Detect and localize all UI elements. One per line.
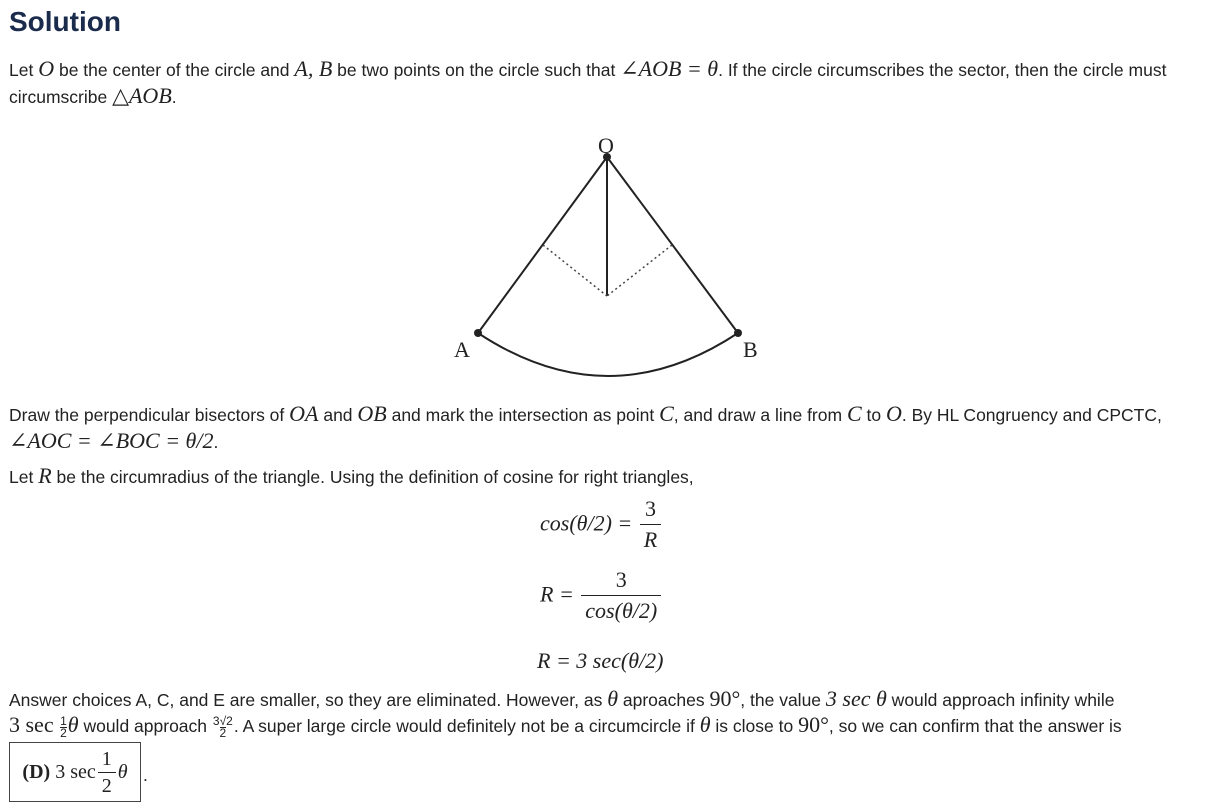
arc-ab bbox=[478, 333, 738, 376]
solution-heading: Solution bbox=[9, 6, 121, 37]
circumradius-sentence: Let R be the circumradius of the triangle. Using the definition of cosine for right triangles, bbox=[9, 463, 694, 488]
equation-secant: R = 3 sec(θ/2) bbox=[537, 648, 664, 673]
label-o: O bbox=[598, 133, 614, 158]
final-answer-box: (D) 3 sec $\frac{1}{2}$ θ bbox=[9, 742, 141, 802]
point-b bbox=[734, 329, 742, 337]
answer-paragraph-line1: Answer choices A, C, and E are smaller, so they are eliminated. However, as θ aproaches 90°, the value 3 sec θ would approach infinity while bbox=[9, 686, 1115, 711]
label-a: A bbox=[454, 337, 470, 362]
bisector-paragraph: Draw the perpendicular bisectors of OA and OB and mark the intersection as point C, and draw a line from C to O. By HL Congruency and CPCTC, ∠AOC = ∠BOC = θ/2. bbox=[9, 401, 1162, 453]
bisector-ob bbox=[607, 245, 672, 296]
equation-cosine: cos(θ/2) = $\frac{3}{R}$ bbox=[540, 497, 663, 552]
label-b: B bbox=[743, 337, 758, 362]
bisector-oa bbox=[543, 245, 607, 296]
answer-paragraph-line2: 3 sec $\frac{1}{2}$ θ would approach $\frac{3√2}{2}$ . A super large circle would definitely not be a circumcircle if θ is close to 90°, so we can confirm that the answer is bbox=[9, 712, 1122, 740]
answer-period: . bbox=[143, 765, 148, 785]
intro-paragraph: Let O be the center of the circle and A, B be two points on the circle such that ∠AOB = θ. If the circle circumscribes the sector, then the circle must circumscribe △AOB. bbox=[9, 56, 1167, 108]
sector-diagram bbox=[0, 0, 1217, 400]
segment-ob bbox=[607, 157, 738, 333]
segment-oa bbox=[478, 157, 607, 333]
equation-radius: R = $\frac{3}{\cos(\theta/2)}$ bbox=[540, 568, 663, 623]
point-a bbox=[474, 329, 482, 337]
